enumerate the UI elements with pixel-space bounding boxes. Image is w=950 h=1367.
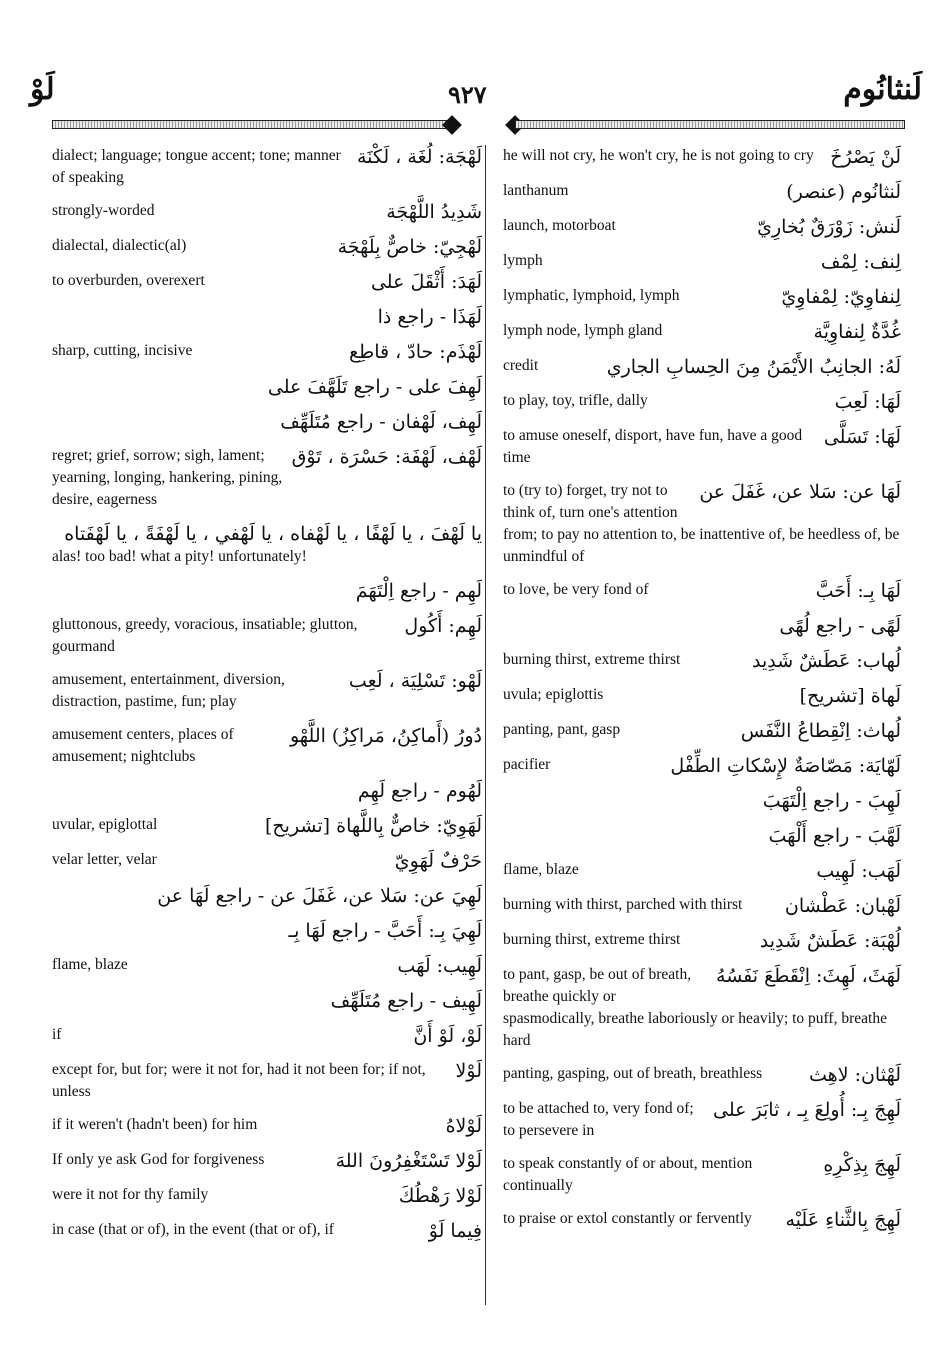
dictionary-entry bbox=[503, 285, 901, 309]
english-definition: amusement centers, places of amusement; nightclubs bbox=[52, 726, 234, 765]
arabic-headword: لَهِم - راجع اِلْتَهَمَ bbox=[355, 580, 482, 602]
dictionary-entry bbox=[503, 180, 901, 204]
english-definition: except for, but for; were it not for, had it not been for; if not, unless bbox=[52, 1061, 426, 1100]
english-definition: panting, pant, gasp bbox=[503, 721, 621, 738]
english-definition: to amuse oneself, disport, have fun, have a good time bbox=[503, 427, 803, 466]
english-definition: lymphatic, lymphoid, lymph bbox=[503, 287, 680, 304]
english-definition: lymph bbox=[503, 252, 543, 269]
dictionary-entry bbox=[52, 445, 482, 511]
dictionary-entry bbox=[52, 849, 482, 873]
arabic-headword: لَهَا: لَعِبَ bbox=[834, 391, 901, 413]
arabic-headword: لِنف: لِمْف bbox=[820, 251, 901, 273]
arabic-headword: لَهَذَا - راجع ذا bbox=[377, 306, 482, 328]
english-definition: strongly-worded bbox=[52, 202, 155, 219]
arabic-headword: لَهْو: تَسْلِيَة ، لَعِب bbox=[348, 670, 482, 692]
arabic-headword: لَوْلا تَسْتَغْفِرُونَ اللهَ bbox=[335, 1150, 482, 1172]
english-definition: in case (that or of), in the event (that or of), if bbox=[52, 1221, 334, 1238]
english-definition: to (try to) forget, try not to think of, turn one's attention from; to pay no attention to, be inattentive of, be heedless of, be unmindful of bbox=[503, 482, 900, 565]
arabic-headword: لُهاب: عَطَشٌ شَدِيد bbox=[751, 650, 901, 672]
arabic-headword: حَرْفٌ لَهَوِيّ bbox=[394, 850, 482, 872]
dictionary-entry bbox=[503, 754, 901, 778]
english-definition: to be attached to, very fond of; to persevere in bbox=[503, 1100, 694, 1139]
arabic-headword: لَوْلا bbox=[455, 1060, 482, 1082]
arabic-headword: لَهْذَم: حادّ ، قاطِع bbox=[348, 341, 482, 363]
arabic-headword: يا لَهْفَ ، يا لَهْفًا ، يا لَهْفاه ، يا لَهْفي ، يا لَهْفَةً ، يا لَهْفَتاه bbox=[64, 523, 482, 545]
dictionary-entry bbox=[52, 1149, 482, 1173]
arabic-headword: لَهِجَ بِذِكْرِهِ bbox=[823, 1154, 901, 1176]
dictionary-entry bbox=[503, 250, 901, 274]
arabic-headword: لَنثانُوم (عنصر) bbox=[786, 181, 901, 203]
arabic-headword: لَهَا عن: سَلا عن، غَفَلَ عن bbox=[699, 481, 901, 503]
dictionary-entry bbox=[52, 989, 482, 1013]
dictionary-entry bbox=[52, 1024, 482, 1048]
arabic-headword: دُورُ (أَماكِنُ، مَراكِزُ) اللَّهْو bbox=[289, 725, 482, 747]
english-definition: uvular, epiglottal bbox=[52, 816, 158, 833]
arabic-headword: لَهِجَ بِـ: أُولِعَ بِـ ، ثابَرَ على bbox=[713, 1099, 901, 1121]
dictionary-entry bbox=[503, 684, 901, 708]
english-definition: uvula; epiglottis bbox=[503, 686, 604, 703]
dictionary-entry bbox=[52, 1059, 482, 1103]
arabic-headword: لَهُوم - راجع لَهِم bbox=[357, 780, 482, 802]
dictionary-entry bbox=[52, 1219, 482, 1243]
english-definition: flame, blaze bbox=[503, 861, 579, 878]
left-column bbox=[52, 145, 482, 1254]
dictionary-entry bbox=[503, 1153, 901, 1197]
english-definition: amusement, entertainment, diversion, distraction, pastime, fun; play bbox=[52, 671, 285, 710]
dictionary-entry bbox=[503, 789, 901, 813]
dictionary-entry bbox=[503, 425, 901, 469]
dictionary-entry bbox=[52, 724, 482, 768]
english-definition: burning thirst, extreme thirst bbox=[503, 651, 681, 668]
dictionary-entry bbox=[503, 390, 901, 414]
arabic-headword: لَهِجَ بِالثَّناءِ عَلَيْه bbox=[785, 1209, 901, 1231]
arabic-headword: لَهًى - راجع لُهًى bbox=[779, 615, 901, 637]
english-definition: launch, motorboat bbox=[503, 217, 616, 234]
arabic-headword: لَوْ، لَوْ أَنَّ bbox=[413, 1025, 482, 1047]
arabic-headword: لَهَدَ: أَثْقَلَ على bbox=[370, 271, 482, 293]
arabic-headword: لَهَا بِـ: أَحَبَّ bbox=[815, 580, 901, 602]
dictionary-entry bbox=[52, 270, 482, 294]
arabic-headword: لَنش: زَوْرَقٌ بُخارِيّ bbox=[757, 216, 901, 238]
english-definition: lymph node, lymph gland bbox=[503, 322, 663, 339]
english-definition: velar letter, velar bbox=[52, 851, 157, 868]
arabic-headword: لَهِم: أَكُول bbox=[404, 615, 482, 637]
arabic-headword: لَهَثَ، لَهِثَ: اِنْقَطَعَ نَفَسُهُ bbox=[716, 965, 901, 987]
english-definition: dialect; language; tongue accent; tone; manner of speaking bbox=[52, 147, 341, 186]
arabic-headword: لُهْبَة: عَطَشٌ شَدِيد bbox=[759, 930, 901, 952]
arabic-headword: لَوْلاهُ bbox=[445, 1115, 482, 1137]
right-column bbox=[503, 145, 901, 1243]
dictionary-entry bbox=[52, 235, 482, 259]
dictionary-entry bbox=[52, 884, 482, 908]
dictionary-entry bbox=[503, 929, 901, 953]
dictionary-entry bbox=[503, 145, 901, 169]
header-rule-bar bbox=[52, 120, 452, 129]
arabic-headword: لَهْجِيّ: خاصٌّ بِلَهْجَة bbox=[337, 236, 482, 258]
arabic-headword: لَهْثان: لاهِث bbox=[809, 1064, 901, 1086]
english-definition: to overburden, overexert bbox=[52, 272, 205, 289]
dictionary-entry bbox=[52, 200, 482, 224]
english-definition: pacifier bbox=[503, 756, 551, 773]
english-definition: to praise or extol constantly or fervently bbox=[503, 1210, 752, 1227]
dictionary-entry bbox=[52, 1184, 482, 1208]
english-definition: dialectal, dialectic(al) bbox=[52, 237, 187, 254]
arabic-headword: شَدِيدُ اللَّهْجَة bbox=[386, 201, 482, 223]
arabic-headword: لَهُ: الجانِبُ الأَيْمَنُ مِنَ الحِسابِ الجاري bbox=[606, 356, 901, 378]
english-definition: sharp, cutting, incisive bbox=[52, 342, 193, 359]
dictionary-entry bbox=[503, 320, 901, 344]
dictionary-entry bbox=[52, 669, 482, 713]
arabic-headword: غُدَّةٌ لِنفاوِيَّة bbox=[813, 321, 901, 343]
english-definition: to love, be very fond of bbox=[503, 581, 649, 598]
arabic-headword: لَهَب: لَهِيب bbox=[816, 860, 901, 882]
running-head-right: لَنثانُوم bbox=[843, 72, 922, 107]
arabic-headword: لِنفاوِيّ: لِمْفاوِيّ bbox=[781, 286, 901, 308]
arabic-headword: لَهِبَ - راجع اِلْتَهَبَ bbox=[762, 790, 901, 812]
arabic-headword: لَهّايَة: مَصّاصَةٌ لإِسْكاتِ الطِّفْل bbox=[670, 755, 901, 777]
column-divider bbox=[485, 145, 486, 1305]
header-rule-right bbox=[505, 118, 905, 132]
dictionary-entry bbox=[52, 410, 482, 434]
arabic-headword: لَهَّبَ - راجع أَلْهَبَ bbox=[768, 825, 901, 847]
dictionary-entry bbox=[503, 859, 901, 883]
arabic-headword: لَهَوِيّ: خاصٌّ بِاللَّهاة [تشريح] bbox=[264, 815, 482, 837]
english-definition: lanthanum bbox=[503, 182, 569, 199]
english-definition: if it weren't (hadn't been) for him bbox=[52, 1116, 258, 1133]
dictionary-entry bbox=[52, 1114, 482, 1138]
dictionary-entry bbox=[503, 1208, 901, 1232]
dictionary-entry bbox=[52, 919, 482, 943]
running-head-left: لَوْ bbox=[30, 72, 55, 107]
arabic-headword: لَوْلا رَهْطُكَ bbox=[398, 1185, 482, 1207]
english-definition: to play, toy, trifle, dally bbox=[503, 392, 648, 409]
english-definition: credit bbox=[503, 357, 539, 374]
english-definition: he will not cry, he won't cry, he is not going to cry bbox=[503, 147, 814, 164]
dictionary-entry bbox=[52, 522, 482, 568]
english-definition: If only ye ask God for forgiveness bbox=[52, 1151, 265, 1168]
page-number: ٩٢٧ bbox=[448, 80, 487, 109]
arabic-headword: لَهْف، لَهْفَة: حَسْرَة ، تَوْق bbox=[291, 446, 482, 468]
arabic-headword: لَهِيف - راجع مُتَلَهِّف bbox=[330, 990, 482, 1012]
arabic-headword: لَهِيَ عن: سَلا عن، غَفَلَ عن - راجع لَهَا عن bbox=[157, 885, 482, 907]
dictionary-entry bbox=[52, 145, 482, 189]
dictionary-entry bbox=[52, 305, 482, 329]
arabic-headword: لَهاة [تشريح] bbox=[799, 685, 901, 707]
dictionary-entry bbox=[52, 579, 482, 603]
dictionary-entry bbox=[503, 480, 901, 568]
english-definition: burning thirst, extreme thirst bbox=[503, 931, 681, 948]
dictionary-entry bbox=[503, 1098, 901, 1142]
english-definition: were it not for thy family bbox=[52, 1186, 209, 1203]
english-definition: to pant, gasp, be out of breath, breathe quickly or spasmodically, breathe laboriously or heavily; to puff, breathe hard bbox=[503, 966, 887, 1049]
dictionary-entry bbox=[503, 894, 901, 918]
dictionary-entry bbox=[52, 614, 482, 658]
dictionary-entry bbox=[503, 614, 901, 638]
english-definition: if bbox=[52, 1026, 62, 1043]
english-definition: to speak constantly of or about, mention continually bbox=[503, 1155, 753, 1194]
arabic-headword: لَهِف، لَهْفان - راجع مُتَلَهِّف bbox=[280, 411, 482, 433]
header-rule-bar bbox=[515, 120, 905, 129]
dictionary-entry bbox=[503, 579, 901, 603]
arabic-headword: لَهْبان: عَطْشان bbox=[784, 895, 901, 917]
dictionary-entry bbox=[503, 719, 901, 743]
arabic-headword: لَنْ يَصْرُخَ bbox=[830, 146, 901, 168]
dictionary-entry bbox=[503, 355, 901, 379]
english-definition: gluttonous, greedy, voracious, insatiable; glutton, gourmand bbox=[52, 616, 358, 655]
dictionary-entry bbox=[52, 375, 482, 399]
arabic-headword: فِيما لَوْ bbox=[428, 1220, 482, 1242]
dictionary-entry bbox=[52, 779, 482, 803]
dictionary-entry bbox=[52, 814, 482, 838]
header-rule-diamond bbox=[442, 115, 462, 135]
english-definition: alas! too bad! what a pity! unfortunately! bbox=[52, 548, 307, 565]
english-definition: burning with thirst, parched with thirst bbox=[503, 896, 743, 913]
arabic-headword: لَهْجَة: لُغَة ، لَكْنَة bbox=[357, 146, 482, 168]
arabic-headword: لَهِيب: لَهَب bbox=[397, 955, 482, 977]
dictionary-entry bbox=[503, 649, 901, 673]
arabic-headword: لَهِفَ على - راجع تَلَهَّفَ على bbox=[267, 376, 482, 398]
dictionary-entry bbox=[503, 1063, 901, 1087]
dictionary-entry bbox=[52, 954, 482, 978]
dictionary-entry bbox=[503, 824, 901, 848]
header-rule-left bbox=[52, 118, 462, 132]
dictionary-entry bbox=[503, 964, 901, 1052]
dictionary-entry bbox=[503, 215, 901, 239]
english-definition: flame, blaze bbox=[52, 956, 128, 973]
english-definition: regret; grief, sorrow; sigh, lament; yearning, longing, hankering, pining, desire, eagerness bbox=[52, 447, 283, 508]
dictionary-entry bbox=[52, 340, 482, 364]
arabic-headword: لُهاث: اِنْقِطاعُ النَّفَس bbox=[740, 720, 901, 742]
arabic-headword: لَهَا: تَسَلَّى bbox=[823, 426, 901, 448]
english-definition: panting, gasping, out of breath, breathless bbox=[503, 1065, 763, 1082]
arabic-headword: لَهِيَ بِـ: أَحَبَّ - راجع لَهَا بِـ bbox=[288, 920, 482, 942]
